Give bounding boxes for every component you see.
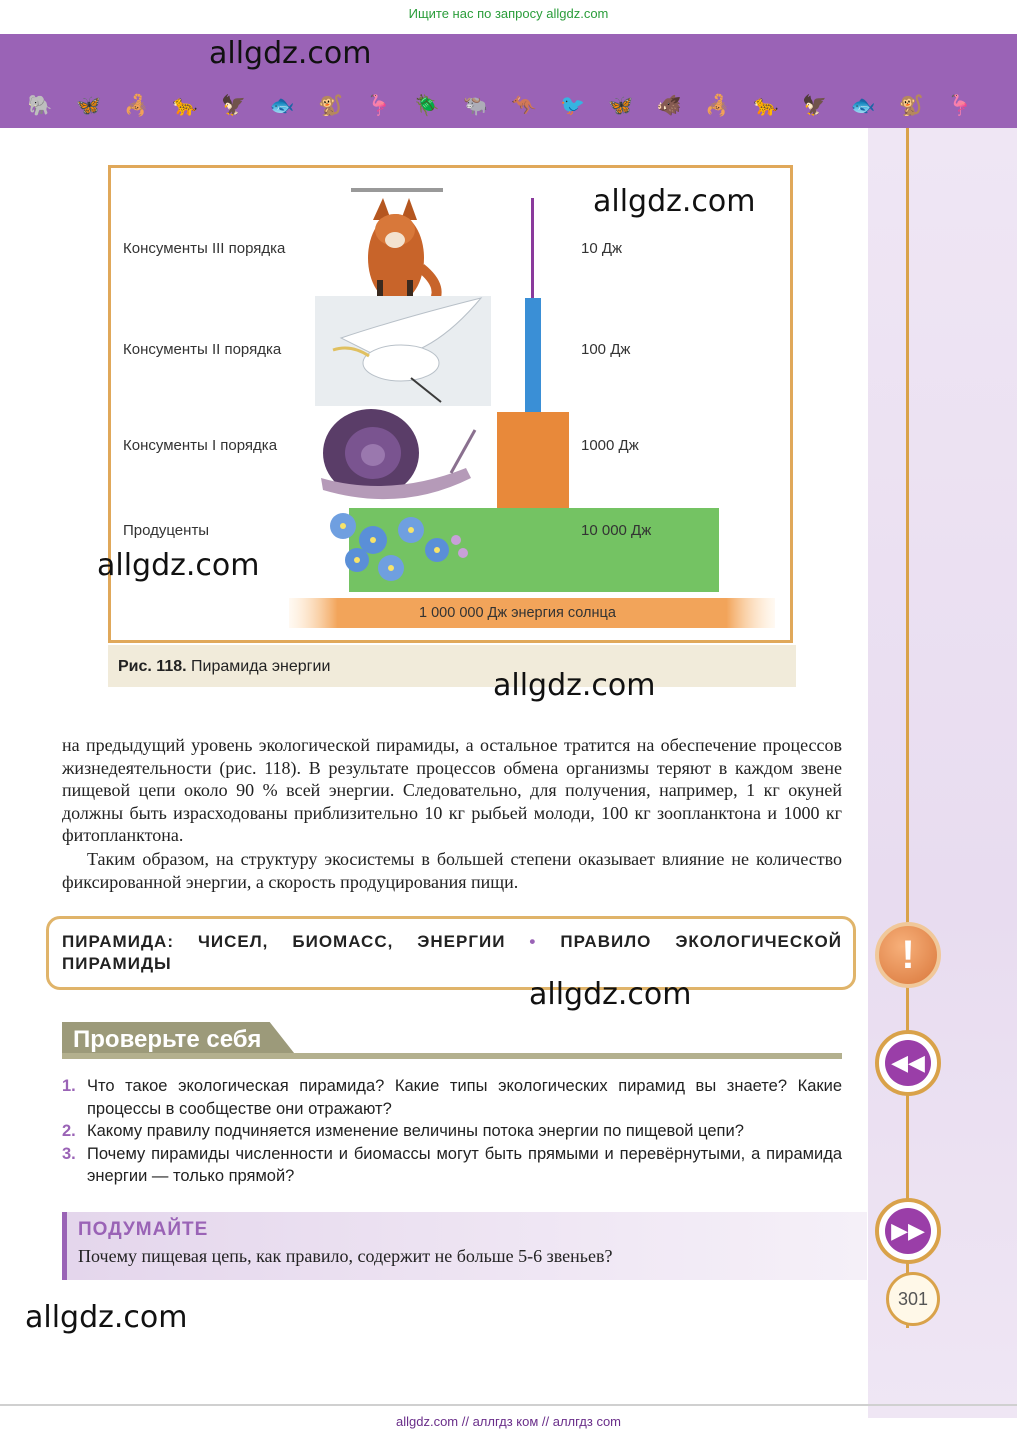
animal-silhouette-icon: 🐆 <box>753 93 779 117</box>
level-label-consumers-2: Консументы II порядка <box>123 341 282 358</box>
margin-gold-line <box>906 128 909 1328</box>
animal-silhouette-icon: 🐦 <box>560 93 585 117</box>
keyword-separator: • <box>529 932 537 951</box>
animal-silhouette-icon: 🐒 <box>898 93 924 117</box>
page-number: 301 <box>886 1272 940 1326</box>
snail-image <box>321 409 475 499</box>
energy-label-consumers-3: 10 Дж <box>581 240 623 257</box>
animal-silhouette-icon: 🐒 <box>317 93 343 117</box>
level-label-consumers-1: Консументы I порядка <box>123 437 278 454</box>
animal-silhouette-icon: 🐟 <box>850 93 876 117</box>
question-text: Какому правилу подчиняется изменение величины потока энергии по пищевой цепи? <box>87 1122 744 1140</box>
animal-silhouette-icon: 🐗 <box>656 93 682 117</box>
energy-label-consumers-1: 1000 Дж <box>581 437 639 454</box>
level-label-consumers-3: Консументы III порядка <box>123 240 286 257</box>
forward-icon: ▶▶ <box>885 1208 931 1254</box>
think-text: Почему пищевая цепь, как правило, содержит не больше 5-6 звеньев? <box>78 1246 613 1266</box>
top-search-line: Ищите нас по запросу allgdz.com <box>408 6 609 21</box>
watermark: allgdz.com <box>529 977 692 1012</box>
think-title: ПОДУМАЙТЕ <box>78 1219 209 1240</box>
consumers-2-block <box>525 298 541 412</box>
animal-silhouette-icon: 🐘 <box>27 93 53 117</box>
animal-strip <box>20 88 980 122</box>
energy-label-producers: 10 000 Дж <box>581 522 652 539</box>
forward-button[interactable] <box>875 1198 941 1264</box>
fox-image <box>351 188 443 306</box>
animal-silhouette-icon: 🦅 <box>221 93 247 117</box>
check-title: Проверьте себя <box>73 1026 262 1053</box>
question-item <box>62 1120 842 1143</box>
body-paragraph-2: Таким образом, на структуру экосистемы в большей степени оказывает влияние не количество фиксированной энергии, а скорость продуцирования пищи. <box>62 849 842 892</box>
keyword-rule: ПРАВИЛО ЭКОЛОГИЧЕСКОЙ ПИРАМИДЫ <box>62 932 842 973</box>
caption-text: Пирамида энергии <box>191 658 331 675</box>
animal-silhouette-icon: 🐆 <box>172 93 198 117</box>
animal-silhouette-icon: 🐟 <box>269 93 295 117</box>
heron-image <box>315 296 491 406</box>
consumers-1-block <box>497 412 569 508</box>
caption-number: Рис. 118. <box>118 658 187 675</box>
footer-rule <box>0 1404 1017 1406</box>
question-item <box>62 1143 842 1188</box>
footer-links: allgdz.com // аллгдз ком // аллгдз com <box>395 1414 622 1429</box>
animal-silhouette-icon: 🦂 <box>124 93 150 117</box>
watermark: allgdz.com <box>493 668 656 703</box>
alert-icon: ! <box>875 922 941 988</box>
watermark: allgdz.com <box>209 36 372 71</box>
animal-silhouette-icon: 🦅 <box>802 93 827 117</box>
energy-label-consumers-2: 100 Дж <box>581 341 631 358</box>
animal-silhouette-icon: 🐃 <box>463 93 489 117</box>
figure-caption <box>118 658 330 676</box>
animal-silhouette-icon: 🦂 <box>705 93 731 117</box>
watermark: allgdz.com <box>593 184 756 219</box>
question-number: 2. <box>62 1122 76 1140</box>
level-label-producers: Продуценты <box>123 522 210 539</box>
animal-silhouette-icon: 🦋 <box>608 93 634 117</box>
watermark: allgdz.com <box>97 548 260 583</box>
question-text: Что такое экологическая пирамида? Какие типы экологических пирамид вы знаете? Какие процессы в сообществе они отражают? <box>87 1077 842 1118</box>
animal-silhouette-icon: 🪲 <box>414 93 440 117</box>
watermark: allgdz.com <box>25 1300 188 1335</box>
animal-silhouette-icon: 🦋 <box>75 93 101 117</box>
animal-silhouette-icon: 🦩 <box>947 93 973 117</box>
keyword-pyramids: ПИРАМИДА: ЧИСЕЛ, БИОМАСС, ЭНЕРГИИ <box>62 932 506 951</box>
question-number: 1. <box>62 1077 76 1095</box>
animal-silhouette-icon: 🦩 <box>366 93 392 117</box>
sun-energy-label: 1 000 000 Дж энергия солнца <box>419 605 616 621</box>
animal-silhouette-icon: 🦘 <box>511 93 537 117</box>
body-paragraph-1: на предыдущий уровень экологической пирамиды, а остальное тратится на обеспечение процессов жизнедеятельности (рис. 118). В результате процессов обмена организмы теряют в каждом звене пищевой цепи около 90 % всей энергии. Следовательно, для получения, например, 1 кг окуней должны быть израсходованы приблизительно 10 кг рыбьей молоди, 100 кг зоопланктона и 1000 кг фитопланктона. <box>62 735 842 845</box>
consumers-3-block <box>531 198 534 298</box>
questions-list <box>62 1075 842 1188</box>
keywords-text <box>62 931 842 975</box>
question-text: Почему пирамиды численности и биомассы могут быть прямыми и перевёрнутыми, а пирамида энергии — только прямой? <box>87 1144 842 1185</box>
question-number: 3. <box>62 1144 76 1163</box>
rewind-button[interactable] <box>875 1030 941 1096</box>
rewind-icon: ◀◀ <box>885 1040 931 1086</box>
question-item <box>62 1075 842 1120</box>
